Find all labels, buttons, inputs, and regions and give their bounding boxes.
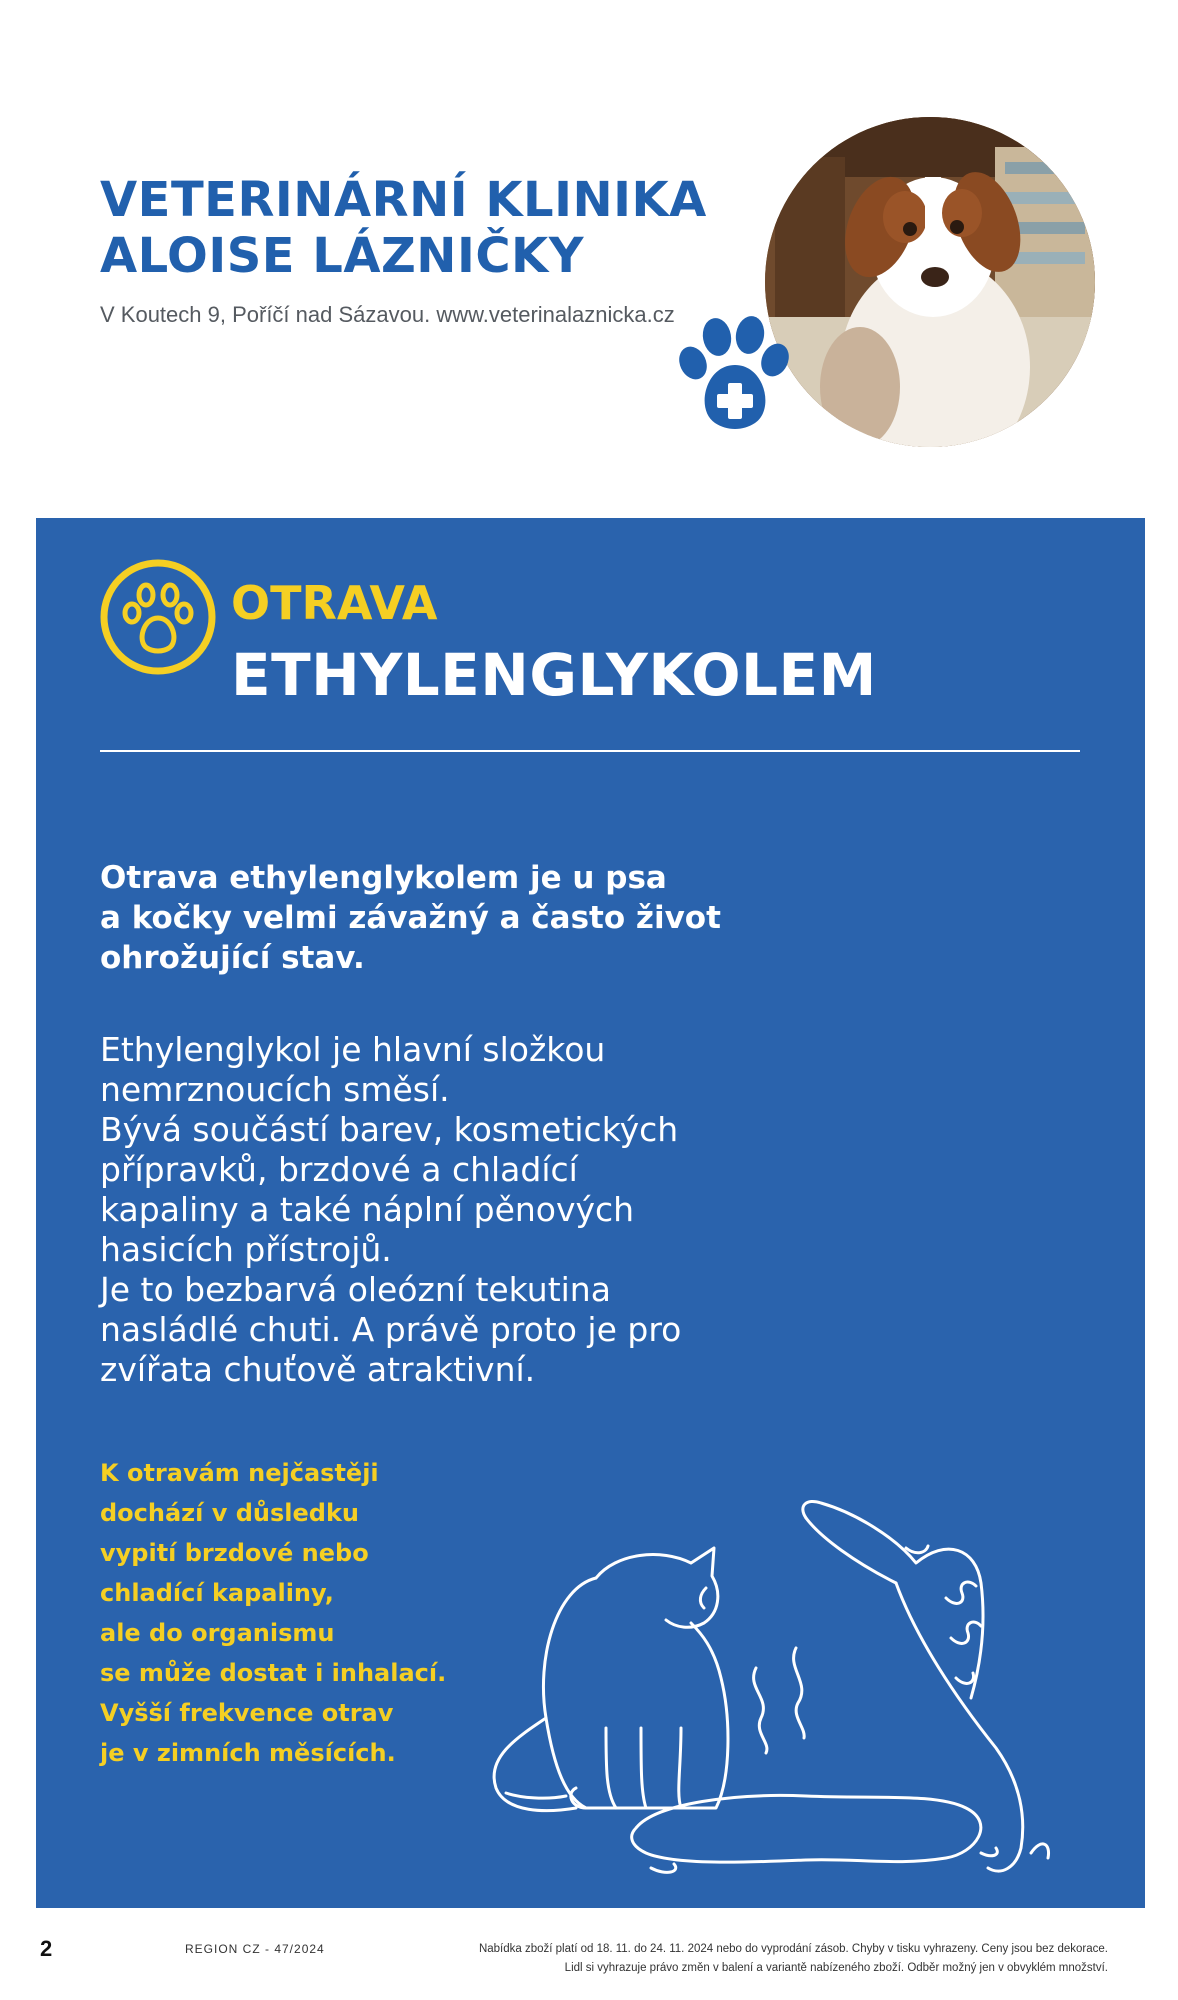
callout-line: Vyšší frekvence otrav [100,1699,394,1727]
body-line: přípravků, brzdové a chladící [100,1150,578,1189]
clinic-title-line2: ALOISE LÁZNIČKY [100,228,585,284]
callout-line: je v zimních měsících. [100,1739,396,1767]
body-line: Je to bezbarvá oleózní tekutina [100,1270,611,1309]
panel-heading-ethylenglykolem: ETHYLENGLYKOLEM [231,641,877,709]
legal-notice-line: Lidl si vyhrazuje právo změn v balení a variantě nabízeného zboží. Odběr možný jen v obvyklém množství. [564,1962,1108,1974]
body-line: Bývá součástí barev, kosmetických [100,1110,679,1149]
paw-with-cross-icon [675,315,800,435]
callout-line: K otravám nejčastěji [100,1459,379,1487]
page-number: 2 [40,1936,53,1961]
legal-notice-line: Nabídka zboží platí od 18. 11. do 24. 11. 2024 nebo do vyprodání zásob. Chyby v tisku vyhrazeny. Ceny jsou bez dekorace. [478,1943,1108,1955]
lead-line: Otrava ethylenglykolem je u psa [100,860,667,896]
lead-line: a kočky velmi závažný a často život [100,900,721,936]
clinic-title [100,172,740,284]
lead-line: ohrožující stav. [100,940,365,976]
callout-line: se může dostat i inhalací. [100,1659,447,1687]
body-paragraph [100,1030,820,1390]
clinic-title-line1: VETERINÁRNÍ KLINIKA [100,172,707,228]
lead-paragraph [100,858,760,978]
cat-dog-puddle-illustration [476,1398,1116,1878]
clinic-address: V Koutech 9, Poříčí nad Sázavou. www.veterinalaznicka.cz [100,302,675,327]
callout-line: ale do organismu [100,1619,335,1647]
callout-line: vypití brzdové nebo [100,1539,369,1567]
body-line: nemrznoucích směsí. [100,1070,450,1109]
legal-notice [479,1940,1108,1978]
callout-paragraph [100,1453,500,1773]
dog-photo [765,117,1095,447]
body-line: nasládlé chuti. A právě proto je pro [100,1310,682,1349]
panel-heading-otrava: OTRAVA [231,576,438,630]
body-line: Ethylenglykol je hlavní složkou [100,1030,606,1069]
body-line: hasicích přístrojů. [100,1230,392,1269]
callout-line: chladící kapaliny, [100,1579,334,1607]
callout-line: dochází v důsledku [100,1499,360,1527]
info-panel [36,518,1145,1908]
body-line: kapaliny a také náplní pěnových [100,1190,635,1229]
panel-divider [100,750,1080,752]
paw-circle-icon [99,558,217,676]
body-line: zvířata chuťově atraktivní. [100,1350,536,1389]
region-code: REGION CZ - 47/2024 [185,1942,325,1956]
